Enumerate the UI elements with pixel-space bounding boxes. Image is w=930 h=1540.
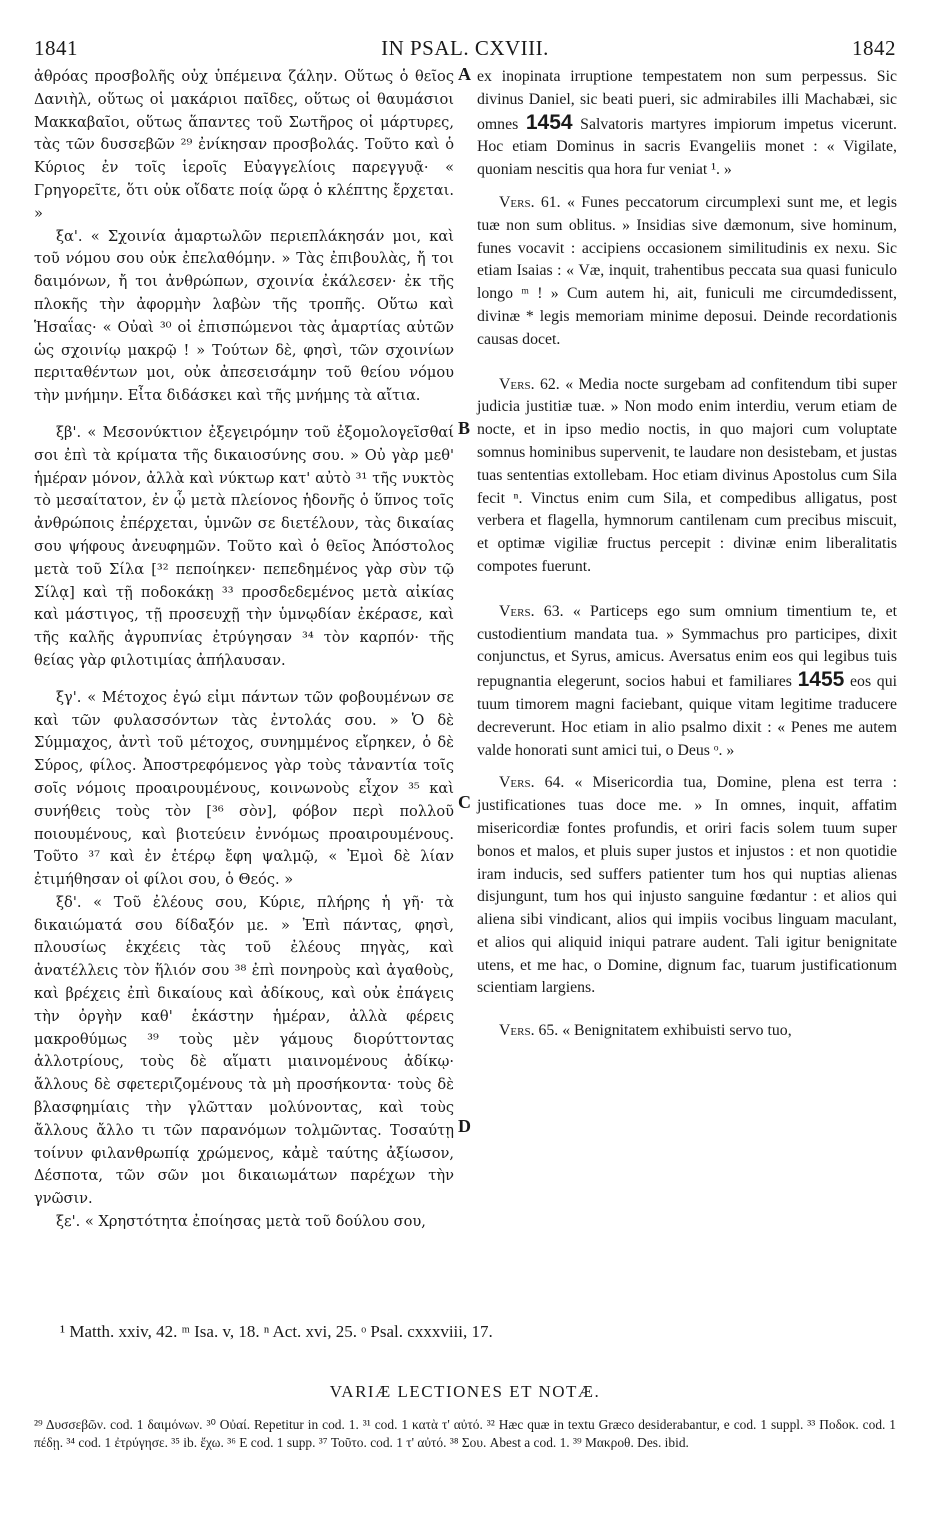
column-number-1455: 1455 [797, 668, 845, 692]
latin-paragraph [477, 66, 897, 182]
latin-paragraph [477, 601, 897, 763]
latin-text: « Benignitatem exhibuisti servo tuo, [562, 1022, 792, 1040]
latin-paragraph [477, 772, 897, 1000]
margin-letter-d: D [458, 1116, 471, 1136]
latin-paragraph [477, 192, 897, 352]
running-title: IN PSAL. CXVIII. [381, 36, 549, 60]
latin-text: « Misericordia tua, Domine, plena est terra : justificationes tuas doce me. » In omnes, inquit, affatim misericordiæ fontes profundis, et oriri facis solem tuum super bonos et malos, et pluis super justos et injustos : et non quotidie iram inducis, sed suffers patienter tum hos qui nuptias alienas disjungunt, tum hos qui injusto sanguine fœdantur : et alios qui aliena sibi vindicant, alios qui impiis vocibus linguam maculant, et alios qui aliquid iniqui patrare audent. Tali igitur benignitate utens, et me hac, o Domine, dignum fac, tuarum justificationum scientiam largiens. [477, 774, 897, 997]
verse-label: Vers. 62. [499, 375, 560, 393]
latin-column [477, 66, 897, 1043]
latin-text: eos qui tuum timorem magni faciebant, quique vitam legitime traducere decreverunt. Hoc etiam in alio psalmo dixit : « Penes me autem valde honorati sunt amici tui, o Deus ᵒ. » [477, 673, 897, 759]
variae-text: ²⁹ Δυσσεβῶν. cod. 1 δαιμόνων. ³⁰ Οὐαί. Repetitur in cod. 1. ³¹ cod. 1 κατὰ τ' αὐτό. ³² Hæc quæ in textu Græco desiderabantur, e cod. 1 suppl. ³³ Ποδοκ. cod. 1 πέδῃ. ³⁴ cod. 1 ἐτρύγησε. ³⁵ ib. ἔχω. ³⁶ E cod. 1 supp. ³⁷ Τοῦτο. cod. 1 τ' αὐτό. ³⁸ Σου. Abest a cod. 1. ³⁹ Μακροθ. Des. ibid. [34, 1417, 896, 1450]
verse-label: Vers. 61. [499, 193, 561, 211]
latin-paragraph [477, 1020, 897, 1043]
greek-paragraph: ξδ'. « Τοῦ ἐλέους σου, Κύριε, πλήρης ἡ γῆ· τὰ δικαιώματά σου δίδαξόν με. » Ἐπὶ πάντας, φησὶ, πλουσίως ἐκχέεις τὰς τοῦ ἐλέους πηγὰς, καὶ ἀνατέλλεις τὸν ἥλιόν σου ³⁸ ἐπὶ πονηροὺς καὶ ἀγαθοὺς, καὶ βρέχεις ἐπὶ δικαίους καὶ ἀδίκους, καὶ οὐκ ἐπάγεις τὴν ὀργὴν καθ' ἑκάστην ἡμέραν, ἀλλὰ φέρεις μακροθύμως ³⁹ τοὺς μὲν γάμους διορύττοντας ἀλλοτρίους, τοὺς δὲ αἵματι μιαινομένους ἀδίκῳ· ἄλλους δὲ σφετεριζομένους τὰ μὴ προσήκοντα· τοὺς δὲ βλασφημίαις τὴν γλῶτταν μολύνοντας, καὶ τοὺς ἄλλους ἄλλο τι τῶν παρανόμων τολμῶντας. Τοσαύτῃ τοίνυν φιλανθρωπίᾳ χρώμενος, κἀμὲ ταύτης ἀξίωσον, Δέσποτα, τῶν σῶν μοι δικαιωμάτων παρέχων τὴν γνῶσιν. [34, 893, 454, 1208]
latin-text: « Particeps ego sum omnium timentium te, et custodientium mandata tua. » Symmachus pro participes, dixit conjunctus, et Syrus, amicus. Aversatus enim eos qui legibus tuis repugnantia elegerunt, socios habui et familiares [477, 602, 897, 691]
latin-text: « Funes peccatorum circumplexi sunt me, et legis tuæ non sum oblitus. » Insidias sive dæmonum, sive hominum, funes vocavit : accipiens occasionem similitudinis ex nexu. Sic etiam Isaias : « Væ, inquit, trahentibus peccata sua quasi funiculo longo ᵐ ! » Cum autem hi, ait, funiculi me circumdedissent, divinæ * legis memoriam minime deposui. Deinde recordationis causas docet. [477, 193, 897, 348]
verse-label: Vers. 64. [499, 774, 565, 792]
greek-paragraph: ξβ'. « Μεσονύκτιον ἐξεγειρόμην τοῦ ἐξομολογεῖσθαί σοι ἐπὶ τὰ κρίματα τῆς δικαιοσύνης σου. » Οὐ γὰρ μεθ' ἡμέραν μόνον, ἀλλὰ καὶ νύκτωρ κατ' αὐτὸ ³¹ τῆς νυκτὸς τὸ μεσαίτατον, ἐν ᾧ μετὰ πλείονος ἡδονῆς ὁ ὕπνος τοῖς ἀνθρώποις ἐπέρχεται, ὑμνῶν σε διετέλουν, τὰς δικαίας σου ψήφους ἀνευφημῶν. Τοῦτο καὶ ὁ θεῖος Ἀπόστολος μετὰ τοῦ Σίλα [³² πεποίηκεν· πεπεδημένος γὰρ σὺν τῷ Σίλᾳ] καὶ τῇ ποδοκάκῃ ³³ προσδεδεμένος μετὰ αἰκίας καὶ μάστιγος, τῇ προσευχῇ τὴν ὑμνῳδίαν ἐκέρασε, καὶ τῆς καλῆς ἀγρυπνίας ἐτρύγησαν ³⁴ τὸν καρπόν· τῆς θείας γὰρ φιλοτιμίας ἀπήλαυσαν. [34, 423, 454, 669]
margin-letter-b: B [458, 418, 471, 438]
right-column-number: 1842 [852, 36, 896, 60]
column-number-1454: 1454 [525, 110, 573, 134]
greek-paragraph: ξα'. « Σχοινία ἁμαρτωλῶν περιεπλάκησάν μοι, καὶ τοῦ νόμου σου οὐκ ἐπελαθόμην. » Τὰς ἐπιβουλὰς, ἤ τοι δαιμόνων, ἤ τοι ἀνθρώπων, σχοινία ἐκάλεσεν· ἐκ τῆς πλοκῆς τὴν ἀφορμὴν λαβὼν τῆς τροπῆς. Οὕτω καὶ Ἡσαΐας· « Οὐαὶ ³⁰ οἱ ἐπισπώμενοι τὰς ἁμαρτίας αὐτῶν ὡς σχοινίῳ μακρῷ ! » Τούτων δὲ, φησὶ, τῶν σχοινίων περιταθέντων μοι, οὐκ ἀπεσεισάμην τοῦ θείου νόμου τὴν μνήμην. Εἶτα διδάσκει καὶ τῆς μνήμης τὰ αἴτια. [34, 227, 454, 405]
margin-letter-c: C [458, 792, 471, 812]
latin-text: « Media nocte surgebam ad confitendum tibi super judicia justitiæ tuæ. » Non modo enim interdiu, verum etiam de nocte, et in ipso medio noctis, in quo majori cum voluptate somnus hominibus supervenit, te laudare non desistebam, et justas tuas sententias extollebam. Hoc etiam divinus Apostolus cum Sila fecit ⁿ. Vinctus enim cum Sila, et compedibus alligatus, post verbera et flagella, hymnorum cantilenam cum precibus miscuit, et optimæ vigiliæ fructus percepit : divinæ enim liberalitatis compotes fuerunt. [477, 375, 897, 575]
greek-paragraph: ξε'. « Χρηστότητα ἐποίησας μετὰ τοῦ δούλου σου, [56, 1213, 426, 1231]
variae-lectiones-title: VARIÆ LECTIONES ET NOTÆ. [329, 1382, 601, 1401]
greek-column [34, 66, 454, 1234]
greek-paragraph: ξγ'. « Μέτοχος ἐγώ εἰμι πάντων τῶν φοβουμένων σε καὶ τῶν φυλασσόντων τὰς ἐντολάς σου. » Ὁ δὲ Σύμμαχος, ἀντὶ τοῦ μέτοχος, συνημμένος εἴρηκεν, ὁ δὲ Σύρος, φίλος. Ἀποστρεφόμενος γὰρ τοὺς τἀναντία τοῖς σοῖς νόμοις προαιρουμένους, κοινωνοὺς εἶχον ³⁵ καὶ συνήθεις τοὺς τὸν [³⁶ σὸν], φόβον περὶ πολλοῦ ποιουμένους, καὶ βιοτεύειν ἐννόμως προαιρουμένους. Τοῦτο ³⁷ καὶ ἐν ἑτέρῳ ἔφη ψαλμῷ, « Ἐμοὶ δὲ λίαν ἐτιμήθησαν οἱ φίλοι σου, ὁ Θεός. » [34, 688, 454, 889]
variae-lectiones-notes [34, 1416, 896, 1451]
latin-text: ex inopinata irruptione tempestatem non sum perpessus. Sic divinus Daniel, sic beati pueri, sic admirabiles illi Machabæi, sic omnes [477, 68, 897, 133]
running-header [34, 36, 896, 62]
footnotes: ¹ Matth. xxiv, 42. ᵐ Isa. v, 18. ⁿ Act. xvi, 25. ᵒ Psal. cxxxviii, 17. [60, 1322, 493, 1341]
latin-text: Salvatoris martyres impiorum impetus vicerunt. Hoc etiam Dominus in sacris Evangeliis monet : « Vigilate, quoniam nescitis qua hora fur veniat ¹. » [477, 115, 897, 179]
left-column-number: 1841 [34, 36, 78, 60]
verse-label: Vers. 65. [499, 1022, 559, 1040]
latin-paragraph [477, 374, 897, 579]
greek-paragraph: ἀθρόας προσβολῆς οὐχ ὑπέμεινα ζάλην. Οὕτως ὁ θεῖος Δανιὴλ, οὕτως οἱ μακάριοι παῖδες, οὕτως οἱ θαυμάσιοι Μακκαβαῖοι, οὕτως ἅπαντες τοῦ Σωτῆρος οἱ μάρτυρες, τὰς τῶν δυσσεβῶν ²⁹ ἐνίκησαν προσβολάς. Τοῦτο καὶ ὁ Κύριος ἐν τοῖς ἱεροῖς Εὐαγγελίοις παρεγγυᾷ· « Γρηγορεῖτε, ὅτι οὐκ οἴδατε ποίᾳ ὥρᾳ ὁ κλέπτης ἔρχεται. » [34, 68, 454, 222]
margin-letter-a: A [458, 64, 471, 84]
verse-label: Vers. 63. [499, 602, 564, 620]
